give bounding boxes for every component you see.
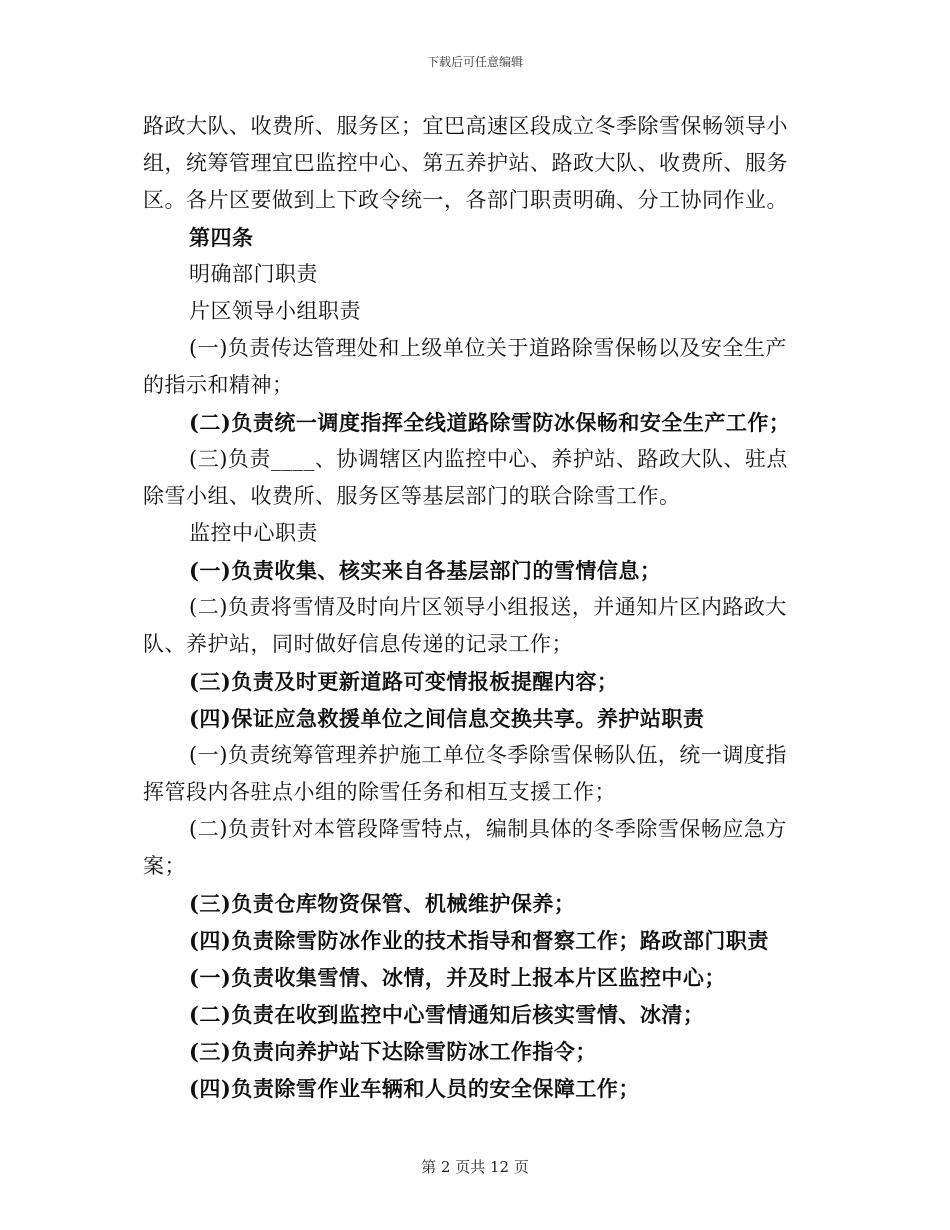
list-item: (三)负责____、协调辖区内监控中心、养护站、路政大队、驻点除雪小组、收费所、服务区等基层部门的联合除雪工作。: [143, 447, 788, 508]
list-item: (二)负责统一调度指挥全线道路除雪防冰保畅和安全生产工作；: [189, 410, 791, 435]
list-item: (四)负责除雪防冰作业的技术指导和督察工作；路政部门职责: [189, 928, 769, 953]
article-heading: 第四条: [189, 225, 254, 250]
list-item: (一)负责收集雪情、冰情，并及时上报本片区监控中心；: [189, 965, 726, 990]
section-heading: 明确部门职责: [189, 262, 318, 286]
list-item: (一)负责统筹管理养护施工单位冬季除雪保畅队伍，统一调度指挥管段内各驻点小组的除雪任务和相互支援工作；: [143, 743, 787, 804]
list-item: (三)负责及时更新道路可变情报板提醒内容；: [189, 669, 619, 694]
list-item: (一)负责收集、核实来自各基层部门的雪情信息；: [189, 558, 662, 583]
list-item: (四)保证应急救援单位之间信息交换共享。养护站职责: [189, 706, 705, 731]
list-item: (三)负责向养护站下达除雪防冰工作指令；: [189, 1039, 597, 1064]
list-item: (四)负责除雪作业车辆和人员的安全保障工作；: [189, 1076, 640, 1101]
list-item: (二)负责在收到监控中心雪情通知后核实雪情、冰清；: [189, 1002, 705, 1027]
page-header: 下载后可任意编辑: [426, 55, 523, 69]
list-item: (二)负责针对本管段降雪特点，编制具体的冬季除雪保畅应急方案；: [143, 817, 787, 878]
subsection-heading: 监控中心职责: [189, 521, 318, 545]
subsection-heading: 片区领导小组职责: [189, 299, 361, 323]
list-item: (三)负责仓库物资保管、机械维护保养；: [189, 891, 576, 916]
document-body: [143, 108, 803, 1107]
list-item: (一)负责传达管理处和上级单位关于道路除雪保畅以及安全生产的指示和精神；: [143, 336, 787, 397]
paragraph: 路政大队、收费所、服务区；宜巴高速区段成立冬季除雪保畅领导小组，统筹管理宜巴监控中心、第五养护站、路政大队、收费所、服务区。各片区要做到上下政令统一，各部门职责明确、分工协同作业。: [143, 114, 788, 212]
page-footer: 第 2 页共 12 页: [421, 1158, 529, 1176]
list-item: (二)负责将雪情及时向片区领导小组报送，并通知片区内路政大队、养护站，同时做好信息传递的记录工作；: [143, 595, 787, 656]
